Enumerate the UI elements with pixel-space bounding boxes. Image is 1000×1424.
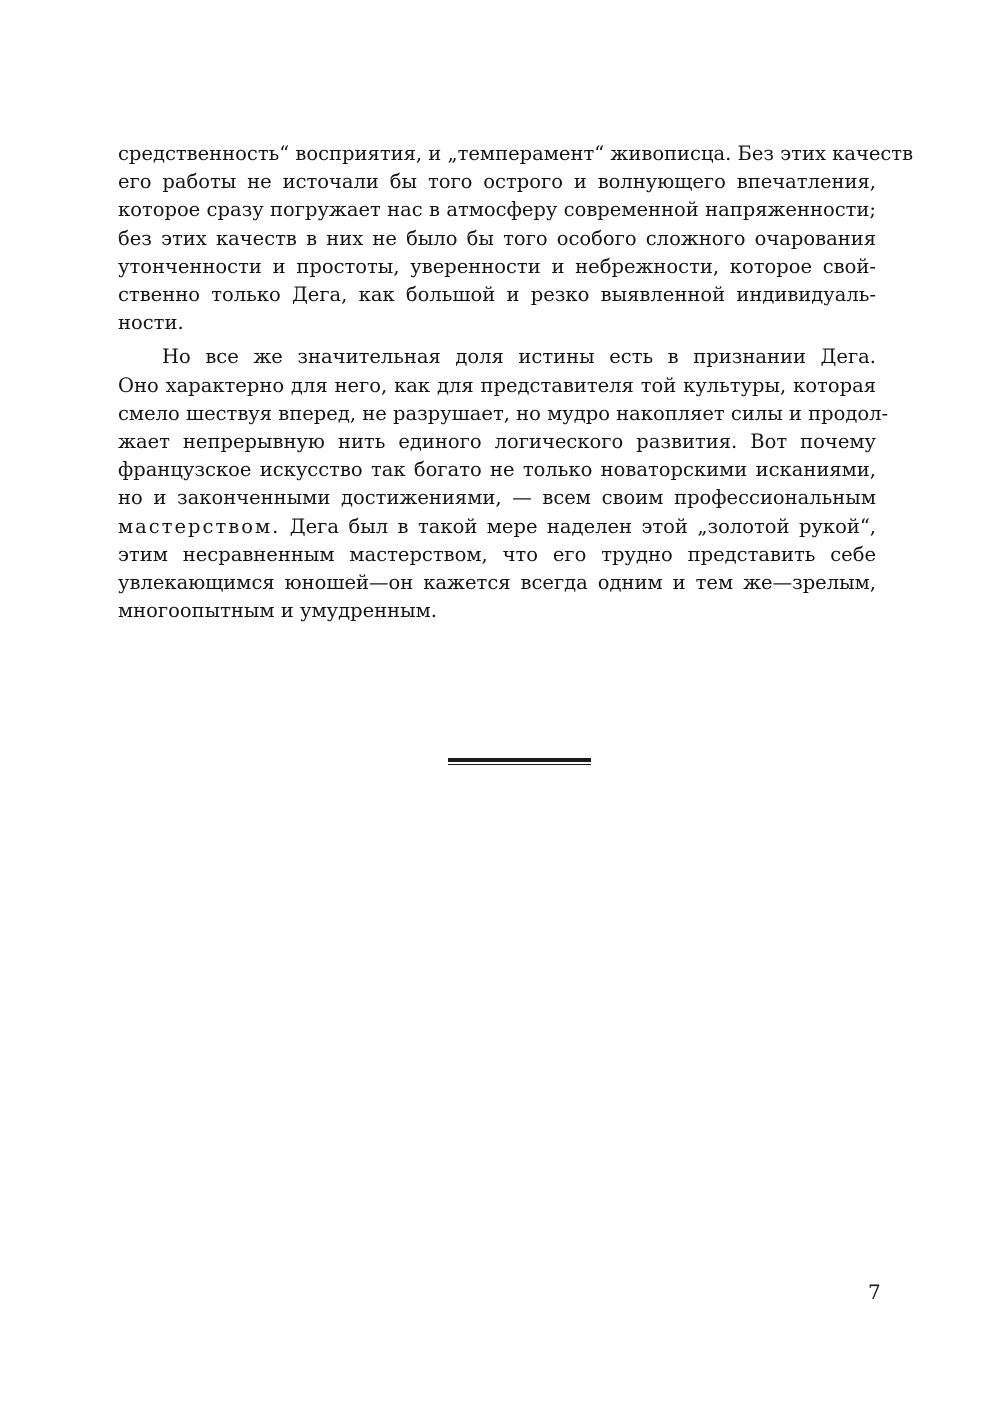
text-line: этим несравненным мастерством, что его трудно представить себе: [118, 542, 876, 566]
text-line: которое сразу погружает нас в атмосферу современной напряженности;: [118, 198, 876, 222]
text-line: Но все же значительная доля истины есть в признании Дега.: [162, 345, 876, 369]
body-text: [118, 140, 914, 625]
text-line: но и законченными достижениями, — всем своим профессиональным: [118, 486, 876, 510]
text-line: жает непрерывную нить единого логического развития. Вот почему: [118, 430, 876, 454]
text-line: ности.: [118, 311, 184, 335]
section-divider: [448, 758, 591, 765]
divider-thin-line: [448, 764, 591, 765]
divider-thick-line: [448, 758, 591, 762]
text-line: увлекающимся юношей—он кажется всегда одним и тем же—зрелым,: [118, 571, 876, 595]
text-line: без этих качеств в них не было бы того особого сложного очарования: [118, 226, 876, 250]
text-line: Оно характерно для него, как для представителя той культуры, которая: [118, 373, 876, 397]
text-line: многоопытным и умудренным.: [118, 599, 438, 623]
paragraph: [118, 343, 889, 625]
text-line: утонченности и простоты, уверенности и небрежности, которое свой-: [118, 254, 876, 278]
spaced-emphasis-word: мастерством.: [118, 514, 281, 538]
text-line: ственно только Дега, как большой и резко выявленной индивидуаль-: [118, 283, 876, 307]
page-number: 7: [868, 1280, 881, 1304]
text-line-rest: Дега был в такой мере наделен этой „золотой рукой“,: [289, 514, 876, 538]
text-line: средственность“ восприятия, и „темперамент“ живописца. Без этих качеств: [118, 142, 914, 165]
text-line: французское искусство так богато не только новаторскими исканиями,: [118, 458, 876, 482]
text-line: смело шествуя вперед, не разрушает, но мудро накопляет силы и продол-: [118, 401, 889, 425]
paragraph: [118, 140, 914, 337]
text-line: его работы не источали бы того острого и волнующего впечатления,: [118, 170, 876, 194]
text-line: [118, 513, 876, 541]
